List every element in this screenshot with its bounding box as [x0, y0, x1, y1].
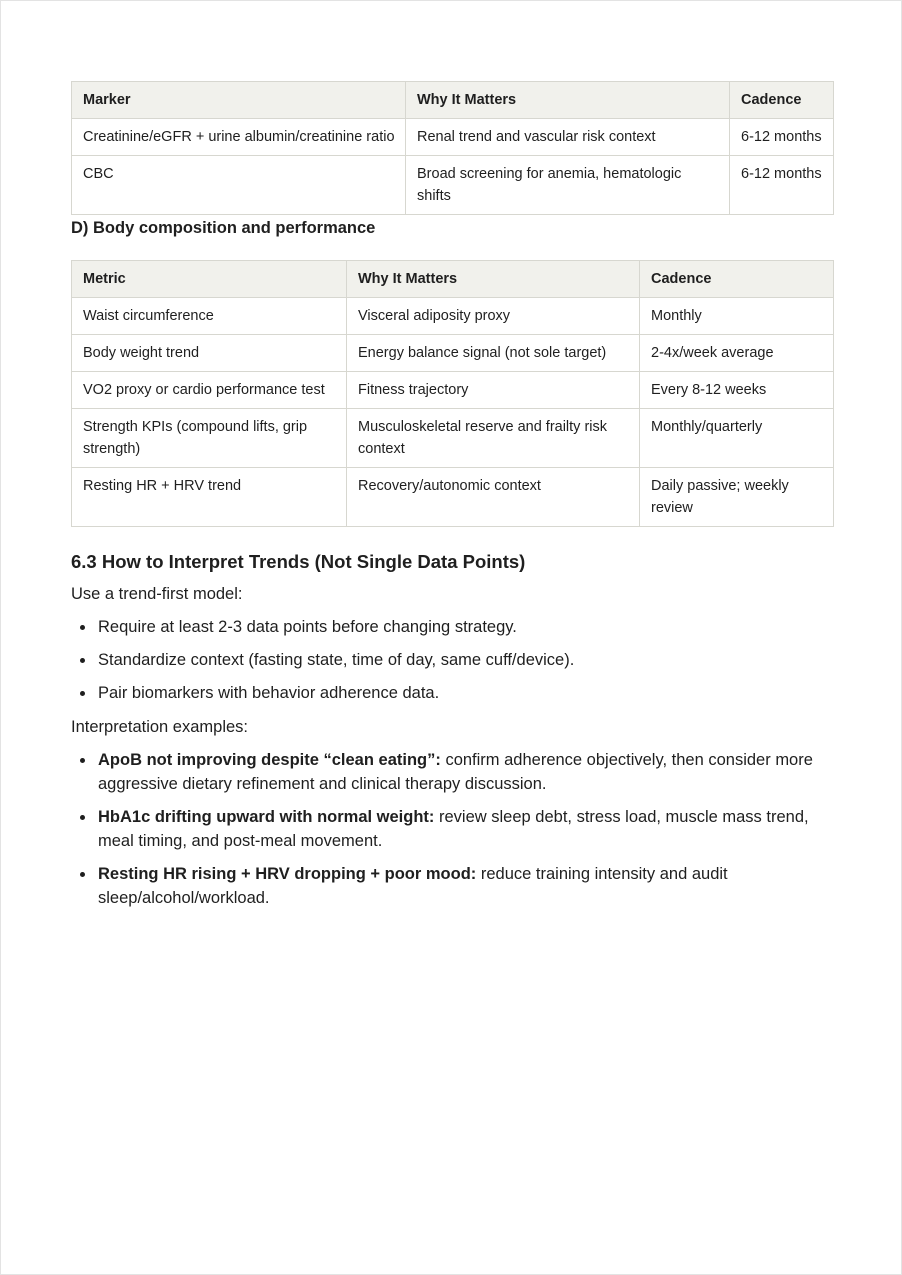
list-item: Pair biomarkers with behavior adherence data.	[71, 681, 831, 705]
table-cell: Resting HR + HRV trend	[72, 468, 347, 527]
table-row	[72, 119, 834, 156]
column-header: Cadence	[730, 82, 834, 119]
example-lead: ApoB not improving despite “clean eating”:	[98, 751, 441, 769]
column-header: Metric	[72, 261, 347, 298]
example-lead: HbA1c drifting upward with normal weight:	[98, 808, 435, 826]
table-header-row	[72, 82, 834, 119]
table-cell: Creatinine/eGFR + urine albumin/creatinine ratio	[72, 119, 406, 156]
table-cell: Monthly	[640, 298, 834, 335]
example-text: review sleep debt, stress load, muscle mass trend, meal timing, and post-meal movement.	[98, 808, 809, 850]
table-row	[72, 335, 834, 372]
table-cell: Waist circumference	[72, 298, 347, 335]
table-cell: Daily passive; weekly review	[640, 468, 834, 527]
table-cell: Strength KPIs (compound lifts, grip strength)	[72, 409, 347, 468]
list-item	[71, 748, 831, 796]
column-header: Why It Matters	[347, 261, 640, 298]
table-cell: Body weight trend	[72, 335, 347, 372]
table-row	[72, 298, 834, 335]
example-lead: Resting HR rising + HRV dropping + poor mood:	[98, 865, 477, 883]
table-row	[72, 468, 834, 527]
table-cell: Monthly/quarterly	[640, 409, 834, 468]
column-header: Marker	[72, 82, 406, 119]
table-cell: VO2 proxy or cardio performance test	[72, 372, 347, 409]
list-item	[71, 805, 831, 853]
table-cell: 6-12 months	[730, 119, 834, 156]
table-cell: CBC	[72, 156, 406, 215]
table-cell: Musculoskeletal reserve and frailty risk context	[347, 409, 640, 468]
table-cell: Renal trend and vascular risk context	[406, 119, 730, 156]
column-header: Why It Matters	[406, 82, 730, 119]
table-cell: Visceral adiposity proxy	[347, 298, 640, 335]
list-item: Require at least 2-3 data points before changing strategy.	[71, 615, 831, 639]
example-text: confirm adherence objectively, then consider more aggressive dietary refinement and clinical therapy discussion.	[98, 751, 813, 793]
interpretation-examples-list	[71, 748, 831, 919]
table-row	[72, 409, 834, 468]
trend-rules-list	[71, 615, 831, 714]
section-heading-trends: 6.3 How to Interpret Trends (Not Single Data Points)	[71, 551, 526, 572]
table-cell: Energy balance signal (not sole target)	[347, 335, 640, 372]
examples-intro: Interpretation examples:	[71, 718, 249, 736]
table-cell: Every 8-12 weeks	[640, 372, 834, 409]
trend-model-intro: Use a trend-first model:	[71, 585, 243, 603]
table-cell: 2-4x/week average	[640, 335, 834, 372]
body-composition-table	[71, 260, 834, 527]
table-cell: Broad screening for anemia, hematologic shifts	[406, 156, 730, 215]
table-header-row	[72, 261, 834, 298]
table-row	[72, 156, 834, 215]
table-cell: 6-12 months	[730, 156, 834, 215]
table-cell: Fitness trajectory	[347, 372, 640, 409]
example-text: reduce training intensity and audit sleep/alcohol/workload.	[98, 865, 728, 907]
column-header: Cadence	[640, 261, 834, 298]
list-item: Standardize context (fasting state, time of day, same cuff/device).	[71, 648, 831, 672]
markers-table	[71, 81, 834, 215]
table-row	[72, 372, 834, 409]
list-item	[71, 862, 831, 910]
table-cell: Recovery/autonomic context	[347, 468, 640, 527]
body-composition-heading: D) Body composition and performance	[71, 219, 376, 237]
